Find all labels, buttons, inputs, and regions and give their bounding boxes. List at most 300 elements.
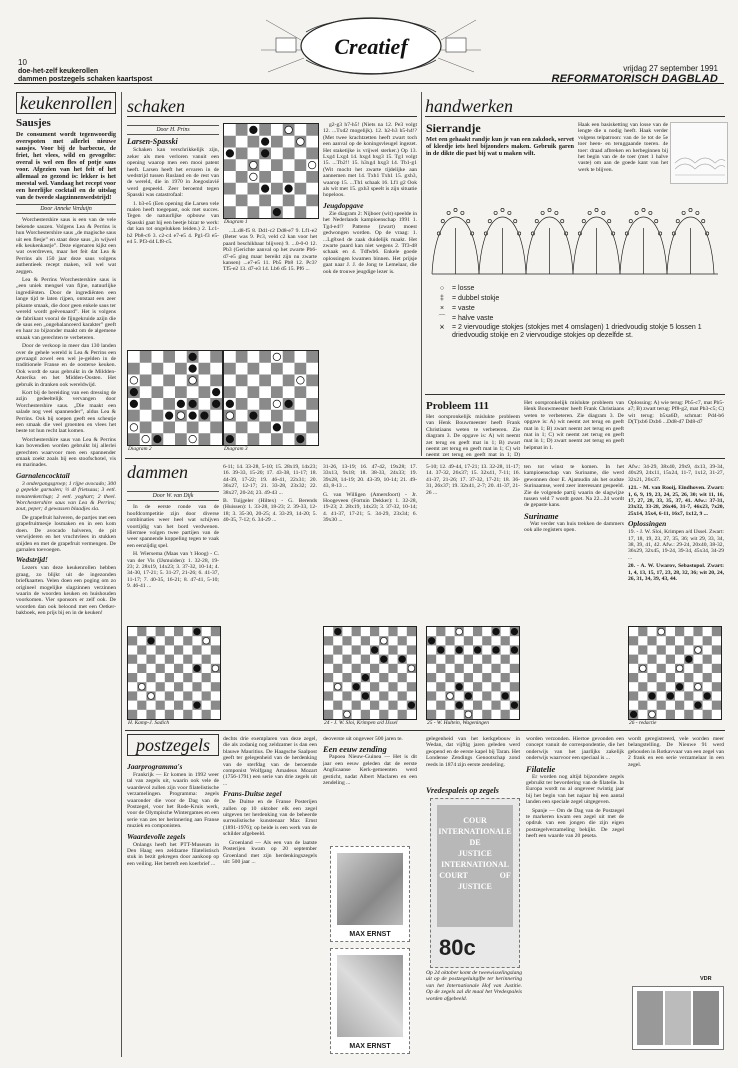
board-square	[165, 673, 174, 682]
board-square	[370, 664, 379, 673]
header-meta	[551, 64, 718, 85]
draughts-piece	[148, 637, 155, 644]
dammen-byline: Door W. van Dijk	[127, 491, 219, 501]
board-square	[464, 673, 473, 682]
board-square	[140, 375, 152, 387]
chess-diagram-2	[127, 350, 223, 446]
board-square	[352, 664, 361, 673]
legend-item-halve-vaste	[432, 314, 722, 324]
board-square	[703, 673, 712, 682]
board-square	[684, 691, 693, 700]
board-square	[199, 386, 211, 398]
board-square	[211, 682, 220, 691]
pattern-stitch	[635, 211, 638, 214]
stamp-strip-item	[693, 991, 719, 1045]
draughts-piece	[493, 628, 500, 635]
draughts-piece	[676, 683, 683, 690]
keuken-body-4: Kort bij de bereiding van een dressing de azijn gedeeltelijk vervangen door Worchestershire saus. „Die maakt een salade nog veel spannender”, aldus Lea & Perrins. Ook bij soepen geeft een scheutje een smaak die veel groenten en vlees het beste tot hun recht laat komen.	[16, 389, 116, 435]
creatief-logo	[246, 10, 496, 82]
chess-piece	[130, 388, 138, 396]
draughts-diagram-4-caption: 26 - redactie	[629, 720, 657, 726]
board-square	[657, 664, 666, 673]
pattern-stitch	[501, 208, 504, 211]
legend-item-losse	[432, 284, 722, 294]
board-grid	[128, 351, 222, 445]
draughts-piece	[203, 637, 210, 644]
keuken-body-2: Lea & Perrins Worchestershire saus is „een uniek mengsel van fijne, natuurlijke ingrediënten. Door de ingrediënten een lange tijd te laten rijpen, ontstaat een zeer pikante smaak, die door geen enkele saus ter wereld wordt geëvenaard”. Het is volgens de fabrikant vooral de fijngekruide azijn die de saus een „ongebalanceerd karakter” geeft en haar zo bijzonder maakt om de algemene smaak van gerechten te verbeteren.	[16, 277, 116, 341]
stamp-strip-item	[637, 991, 663, 1045]
dammen-column-3	[323, 464, 417, 624]
board-square	[445, 710, 454, 719]
board-square	[324, 673, 333, 682]
draughts-piece	[380, 637, 387, 644]
board-square	[473, 627, 482, 636]
board-square	[370, 682, 379, 691]
board-square	[638, 682, 647, 691]
pattern-stitch	[602, 211, 605, 214]
board-square	[666, 710, 675, 719]
chess-piece	[273, 208, 281, 216]
chess-piece	[189, 377, 197, 385]
handwerken-section-title: handwerken	[425, 96, 725, 117]
section-tags-line1: doe-het-zelf keukerollen	[18, 68, 99, 75]
chess-piece	[165, 412, 173, 420]
legend-symbol: ‡	[440, 295, 444, 302]
board-square	[388, 627, 397, 636]
author-initials: VDR	[700, 976, 712, 982]
board-square	[224, 363, 236, 375]
stamp-value: 80c	[439, 935, 476, 960]
board-square	[224, 159, 236, 171]
chess-piece	[177, 412, 185, 420]
board-square	[199, 363, 211, 375]
doily-photo	[670, 122, 728, 184]
board-square	[436, 682, 445, 691]
pattern-stitch	[676, 220, 679, 223]
board-square	[295, 386, 307, 398]
pattern-stitch	[629, 220, 632, 223]
pattern-stitch	[548, 208, 551, 211]
board-square	[647, 636, 656, 645]
pattern-stitch	[582, 220, 585, 223]
board-square	[202, 655, 211, 664]
stamp-text: MAX ERNST	[349, 1043, 391, 1050]
board-square	[271, 159, 283, 171]
board-square	[693, 664, 702, 673]
eeuw-zending-body: Papoea Nieuw-Guinea — Het is dit jaar een eeuw geleden dat de eerste Anglicaanse Kerk-gemeenten werd gesticht, nadat Albert Maclaren en een zendeling ...	[323, 754, 417, 787]
draughts-piece	[447, 693, 454, 700]
vredespaleis-caption: Op 24 oktober komt de tweewisselingslang uit op de postzegeluitgifte ter herinnering van het Internationale Hof van Justitie. Op de zegels zal dit maal het Vredespaleis worden afgebeeld.	[426, 970, 522, 1002]
board-square	[248, 386, 260, 398]
dammen-column-6	[628, 464, 724, 624]
pattern-stitch	[494, 211, 497, 214]
board-square	[352, 627, 361, 636]
board-square	[482, 691, 491, 700]
board-square	[137, 627, 146, 636]
legend-label: = vaste	[452, 305, 475, 312]
draughts-diagram-3-caption: 25 - W. Hultein, Wageningen	[427, 720, 489, 726]
legend-item-viervoudig	[432, 324, 722, 340]
probleem-body: Het oorspronkelijk mislukte probleem van Henk Bouwmeester heeft Frank Christiaans weten te verbeteren. Zie diagram 3. De opgave is: A) wit neemt zet terug en geeft mat in 1; B) zwart neemt zet terug en geeft mat in 1; C) wit neemt zet terug en geeft mat in 1; D)	[426, 414, 520, 458]
board-square	[712, 627, 721, 636]
legend-symbol: ⌒	[438, 315, 446, 322]
board-square	[128, 433, 140, 445]
dammen-col5: ten tot winst te komen. In het kampioenschap van Suriname, die werd gewonnen door E. Ajamudin als het oudste Surinaamse, werd zeer interessant gespeeld. Zie de volgende partij waarin de slagwijze tussen veld 7 wordt gezet. Na 22...24 wordt de gepaste kans.	[524, 464, 624, 509]
legend-item-vaste	[432, 304, 722, 314]
board-square	[693, 627, 702, 636]
dammen-game-2: 6-11; 14. 33-28, 5-10; 15. 28x19, 14x23; 16. 39-33, 15-20; 17. 43-38, 11-17; 18. 44-39, 17-22; 19. 46-41, 22x31; 20. 36x27, 12-17; 21. 33-28, 23x32; 22. 38x27, 20-24; 23. 49-43 ...	[223, 464, 317, 496]
chess-piece	[273, 400, 281, 408]
schaken-section-title: schaken	[127, 96, 417, 117]
cocktail-method: De grapefruit halveren, de partjes met een grapefruitmesje losmaken en in een kom doen. De avocado halveren, de pit verwijderen en het vruchtvlees in stukken snijden en met de grapefruit vermengen. De garnalen toevoegen.	[16, 514, 116, 553]
chess-piece	[261, 150, 269, 158]
board-square	[236, 124, 248, 136]
board-square	[379, 673, 388, 682]
stamp-strip	[632, 986, 724, 1050]
board-square	[482, 636, 491, 645]
board-square	[388, 645, 397, 654]
board-square	[211, 701, 220, 710]
board-square	[283, 195, 295, 207]
filatelie-body: Er worden nog altijd bijzondere zegels gebruikt ter bevordering van de filatelie. In Europa wordt nu al ongeveer twintig jaar bij het begin van het najaar bij een aantal landen een speciale zegel uitgegeven.	[526, 773, 624, 806]
frans-duitse-body: De Duitse en de Franse Posterijen zullen op 10 oktober elk een zegel uitgeven ter herdenking van de beheerde surrealistische kunstenaar Max Ernst (1891-1976); op beide is een werk van de schilder afgebeeld.	[223, 799, 317, 838]
board-square	[407, 682, 416, 691]
pattern-stitch	[541, 211, 544, 214]
board-square	[427, 673, 436, 682]
board-grid	[324, 627, 416, 719]
board-square	[342, 655, 351, 664]
board-square	[647, 673, 656, 682]
board-square	[306, 124, 318, 136]
board-square	[501, 673, 510, 682]
page-header	[8, 6, 730, 84]
chess-piece	[130, 400, 138, 408]
board-square	[174, 627, 183, 636]
postzegels-col6: wordt geregistreerd, vele worden meer belangstelling. De Nieuwe 91 werd gehouden in Rotkavvaar van een zegel van 2 frank en een serie verzamelaar in een zegel.	[628, 736, 724, 768]
legend-symbol: ⩙	[440, 324, 444, 331]
board-square	[283, 148, 295, 160]
board-square	[210, 351, 222, 363]
board-square	[199, 433, 211, 445]
board-square	[128, 691, 137, 700]
board-square	[183, 710, 192, 719]
board-square	[427, 710, 436, 719]
board-square	[675, 645, 684, 654]
board-square	[259, 171, 271, 183]
suriname-title: Suriname	[524, 510, 559, 521]
handwerken-lead: Met een gehaakt randje kun je van een zakdoek, servet of kleedje iets heel bijzonders maken. Gebruik garen in de dikte die past bij wat u maken wilt.	[426, 136, 574, 157]
board-square	[510, 664, 519, 673]
handwerken-intro	[426, 120, 574, 170]
probleem-column-1	[426, 398, 520, 458]
board-square	[210, 422, 222, 434]
board-square	[248, 206, 260, 218]
probleem-title: Probleem 111	[426, 400, 490, 412]
header-rule	[14, 83, 724, 84]
board-square	[501, 710, 510, 719]
draughts-piece	[212, 665, 219, 672]
board-square	[248, 433, 260, 445]
board-grid	[427, 627, 519, 719]
logo-text: Creatief	[334, 34, 408, 59]
board-square	[224, 386, 236, 398]
board-square	[248, 183, 260, 195]
board-square	[501, 636, 510, 645]
board-square	[259, 375, 271, 387]
suriname-body: Wat verder van huis trekken de dammers ook alle registers open.	[524, 520, 624, 534]
draughts-piece	[511, 702, 518, 709]
board-square	[163, 398, 175, 410]
postzegels-col5: worden verzonden. Hiertoe gevonden een concept vanuit de correspondentie, die het onderwijs van het jaarlijks zakelijk onderwijs waarvoor een speciaal is ...	[526, 736, 624, 762]
board-square	[482, 655, 491, 664]
dammen-column-4	[426, 464, 520, 624]
chess-piece	[285, 400, 293, 408]
board-square	[388, 664, 397, 673]
board-square	[361, 636, 370, 645]
board-square	[236, 375, 248, 387]
draughts-piece	[194, 628, 201, 635]
board-square	[202, 691, 211, 700]
chess-piece	[212, 388, 220, 396]
section-rule	[125, 458, 725, 459]
board-square	[183, 655, 192, 664]
board-square	[712, 682, 721, 691]
board-square	[464, 655, 473, 664]
board-square	[128, 363, 140, 375]
chess-piece	[212, 400, 220, 408]
chess-piece	[201, 412, 209, 420]
pattern-stitch	[655, 220, 658, 223]
chess-piece	[285, 185, 293, 193]
board-square	[140, 398, 152, 410]
draughts-piece	[649, 693, 656, 700]
board-square	[352, 645, 361, 654]
postzegels-column-1	[127, 760, 219, 1057]
board-square	[629, 691, 638, 700]
dammen-game-1: H. Wiersema (Maas van 't Hoog) - C. van der Vis (IJsmuiden): 1. 32-28, 19-23; 2. 28x19, 14x23; 3. 37-32, 10-14; 4. 34-30, 17-21; 5. 31-27, 21-26; 6. 41-37, 11-17; 7. 40-35, 16-21; 8. 47-41, 5-10; 9. 46-41 ...	[127, 551, 219, 590]
draughts-piece	[695, 647, 702, 654]
board-square	[388, 701, 397, 710]
board-square	[211, 627, 220, 636]
board-square	[491, 664, 500, 673]
chess-piece	[142, 435, 150, 443]
pattern-stitch	[702, 220, 705, 223]
frans-duitse-title: Frans-Duitse zegel	[223, 789, 282, 799]
board-square	[352, 701, 361, 710]
board-square	[163, 375, 175, 387]
board-square	[295, 159, 307, 171]
chess-piece	[226, 435, 234, 443]
jaarprogrammas-title: Jaarprogramma's	[127, 762, 183, 771]
postzegels-column-5	[526, 736, 624, 1057]
chess-piece	[154, 435, 162, 443]
keuken-lead: De consument wordt tegenwoordig overspoten met allerlei nieuwe sausjes. Voor bij de barbecue, de friet, het vlees, wild en gevogelte: overal is wel een fles of potje saus voor. Afgezien van het feit of het allemaal zo gezond is: lekker is het meestal wel. Vandaag het recept voor een heerlijke cocktail en de uitslag van de tweede slagzinnenwedstrijd!	[16, 131, 116, 201]
board-square	[333, 701, 342, 710]
board-square	[236, 195, 248, 207]
chess-piece	[130, 377, 138, 385]
draughts-piece	[408, 702, 415, 709]
jeugdopgave-body: Zie diagram 2: Nijboer (wit) speelde in het Nederlands kampioenschap 1991 1. Tg4-e4!? Patterse (zwart) moest gedwongen worden. Op de vraag: 1. ...Lg8xe4 de zaak duidelijk maakt. Het zwarte paard kan niet wegens 2. Tf3-d8 schaak en 4. Tdfwb6. Enkele goede oplossingen kwamen binnen. Het prijsje gaat naar J. J. de Jong te Lemelaar, die ook de trouwe jeugdige lezer is.	[323, 210, 417, 275]
draughts-piece	[437, 647, 444, 654]
chess-piece	[285, 126, 293, 134]
pattern-stitch	[595, 208, 598, 211]
stamp-max-ernst-2	[330, 948, 410, 1054]
pattern-stitch	[461, 211, 464, 214]
draughts-piece	[639, 665, 646, 672]
board-square	[684, 636, 693, 645]
chess-piece	[250, 412, 258, 420]
legend-symbol: ×	[439, 305, 445, 312]
board-square	[224, 206, 236, 218]
probleem-body-cont: Het oorspronkelijk mislukte probleem van Henk Bouwmeester heeft Frank Christiaans weten te verbeteren. Zie diagram 3. De opgave is: A) wit neemt zet terug en geeft mat in 1; B) zwart neemt zet terug en geeft mat in 1; C) wit neemt zet terug en geeft mat in 1; D) zwart neemt zet terug en geeft helpmat in 1.	[524, 400, 624, 451]
pattern-stitch	[454, 208, 457, 211]
section-tags-line2: dammen postzegels schaken kaartspost	[18, 76, 153, 83]
board-square	[482, 673, 491, 682]
chess-diagram-1	[223, 123, 319, 219]
draughts-piece	[676, 665, 683, 672]
stamp-strip-item	[665, 991, 691, 1045]
board-grid	[128, 627, 220, 719]
vredespaleis-caption-column	[426, 970, 522, 1057]
board-square	[152, 386, 164, 398]
board-square	[163, 422, 175, 434]
board-square	[445, 636, 454, 645]
board-square	[271, 386, 283, 398]
keuken-body-3: Door de verkoop in meer dan 130 landen over de gehele wereld is Lea & Perrins een gevraagd zowel een wel je-gelden in de traditionele Franse en de oosterse keuken. Ook wordt de saus gebruikt in de Mildden-Amerika en het Midden-Oosten. Het gebruik in dranken ook wereldwijd.	[16, 343, 116, 388]
board-square	[388, 682, 397, 691]
board-square	[224, 183, 236, 195]
board-square	[152, 363, 164, 375]
chess-piece	[189, 365, 197, 373]
board-square	[175, 386, 187, 398]
draughts-piece	[511, 647, 518, 654]
waardevolle-zegels-body: Onlangs heeft het PTT-Museum in Den Haag een zeldzame filatelistisch stuk in bezit gekregen door aankoop op een veiling. Het betreft een koerbrief ...	[127, 841, 219, 867]
draughts-diagram-1-caption: H. Kamp-J. Sadich	[128, 720, 170, 726]
board-square	[165, 710, 174, 719]
stamp-artwork	[337, 955, 403, 1037]
pattern-stitch	[696, 211, 699, 214]
stamp-max-ernst-1	[330, 846, 410, 942]
stamp-court-text: COUR INTERNATIONALE DE JUSTICE INTERNATIONAL COURT OF JUSTICE	[437, 805, 513, 927]
postzegels-column-4	[426, 736, 520, 782]
board-square	[703, 655, 712, 664]
board-square	[703, 636, 712, 645]
board-square	[657, 645, 666, 654]
keuken-column	[16, 92, 116, 1057]
draughts-piece	[658, 628, 665, 635]
column-divider	[121, 92, 122, 1057]
draughts-piece	[148, 693, 155, 700]
wedstrijd-title: Wedstrijd!	[16, 555, 48, 565]
board-square	[295, 206, 307, 218]
pattern-stitch	[649, 211, 652, 214]
board-square	[361, 710, 370, 719]
board-square	[324, 636, 333, 645]
schaken-body-2: ...L.d8-f5 8. Dd1-c2 Dd8-e7 9. Lf1-e2 (Beter was 9. Pc3, veld c2 kan voor het paard beschikbaar blijven) 9. ...0-0-0 12. Pb3 (Gerichte aanval op het zwarte Pb6-d7-e5 ging maar bereikt zijn nu zwarte kansen) ...e7-e5 11. Pb5 Pb8 12. Pc3? Tf5-e2 13. d7-e3 14. Lb6 d5 15. Pf6 ...	[223, 228, 317, 273]
draughts-piece	[456, 702, 463, 709]
probleem-solution-text: Oplossing: A) wie terug: Pb5-c7, mat Pb5-a7; B) zwart terug: Pf8-g2, mat Pb3-c5; C) wit terug: b5xa6D, schmat: Pd4-b6 D(T)xb6 Dxb6 ...Dd8-d7 Dd8-d7	[628, 400, 724, 426]
spanje-body: Spanje — Om de Dag van de Postzegel te markeren kwam een zegel uit met de opdruk van een jongen die zijn eigen postzegelverzameling bekijkt. De zegel heeft een waarde van 20 peseta.	[526, 807, 624, 840]
board-square	[236, 171, 248, 183]
chess-piece	[250, 126, 258, 134]
board-square	[137, 645, 146, 654]
board-square	[271, 183, 283, 195]
board-square	[407, 645, 416, 654]
board-square	[152, 410, 164, 422]
board-square	[165, 636, 174, 645]
board-square	[675, 701, 684, 710]
board-square	[482, 710, 491, 719]
vredespaleis-title: Vredespaleis op zegels	[426, 786, 499, 795]
board-square	[324, 655, 333, 664]
board-square	[398, 691, 407, 700]
board-square	[306, 171, 318, 183]
board-square	[361, 655, 370, 664]
board-square	[271, 363, 283, 375]
board-square	[283, 422, 295, 434]
jeugdopgave-title: Jeugdopgave	[323, 200, 364, 210]
postzegels-section-title: postzegels	[127, 734, 219, 756]
chess-diagram-3-caption: Diagram 3	[224, 446, 248, 452]
chess-piece	[189, 412, 197, 420]
board-square	[306, 351, 318, 363]
chess-piece	[189, 435, 197, 443]
draughts-piece	[695, 683, 702, 690]
board-square	[333, 645, 342, 654]
draughts-piece	[456, 647, 463, 654]
pattern-stitch	[608, 220, 611, 223]
draughts-piece	[344, 711, 351, 718]
draughts-piece	[362, 693, 369, 700]
legend-symbol: ○	[439, 285, 445, 292]
board-square	[259, 351, 271, 363]
board-square	[370, 627, 379, 636]
board-square	[491, 682, 500, 691]
postzegels-column-3	[323, 736, 417, 846]
board-square	[638, 701, 647, 710]
draughts-piece	[465, 711, 472, 718]
board-square	[175, 433, 187, 445]
board-square	[165, 691, 174, 700]
draughts-piece	[685, 656, 692, 663]
draughts-piece	[493, 647, 500, 654]
draughts-piece	[511, 628, 518, 635]
board-square	[657, 701, 666, 710]
board-square	[128, 410, 140, 422]
board-square	[666, 636, 675, 645]
crochet-pattern-chart	[426, 178, 724, 280]
chess-piece	[273, 353, 281, 361]
stamp-artwork	[337, 853, 403, 925]
dammen-column-5	[524, 464, 624, 624]
handwerken-body: Haak een basisketting van losse van de lengte die u nodig heeft. Haak verder volgens telpatroon: van de 1e tot de 5e toer heen- en teruggaande toeren. 4e toer: draad afbreken en herbeginnen bij het begin van de 4e toer (met 1 halve vaste) om aan de goede kant van het werk te blijven.	[578, 122, 668, 172]
board-square	[684, 710, 693, 719]
board-square	[140, 422, 152, 434]
pattern-stitch	[535, 220, 538, 223]
board-square	[271, 136, 283, 148]
board-square	[398, 710, 407, 719]
board-square	[473, 664, 482, 673]
draughts-diagram-4	[628, 626, 722, 720]
board-square	[183, 636, 192, 645]
draughts-piece	[502, 693, 509, 700]
board-square	[295, 410, 307, 422]
probleem-solution	[628, 400, 724, 456]
cocktail-ingredients: 3 ondergangsgroep; 1 rijpe avocado; 300 g gepelde garnalen; ½ dl frietsaus; 3 eetl. tomatenketchup; 2 eetl. yoghurt; 2 theel. Worchestershire saus van Lea & Perrins; zout, peper; 4 gewassen blaadjes sla.	[16, 480, 116, 513]
section-rule	[125, 730, 725, 731]
board-square	[342, 673, 351, 682]
board-square	[510, 682, 519, 691]
